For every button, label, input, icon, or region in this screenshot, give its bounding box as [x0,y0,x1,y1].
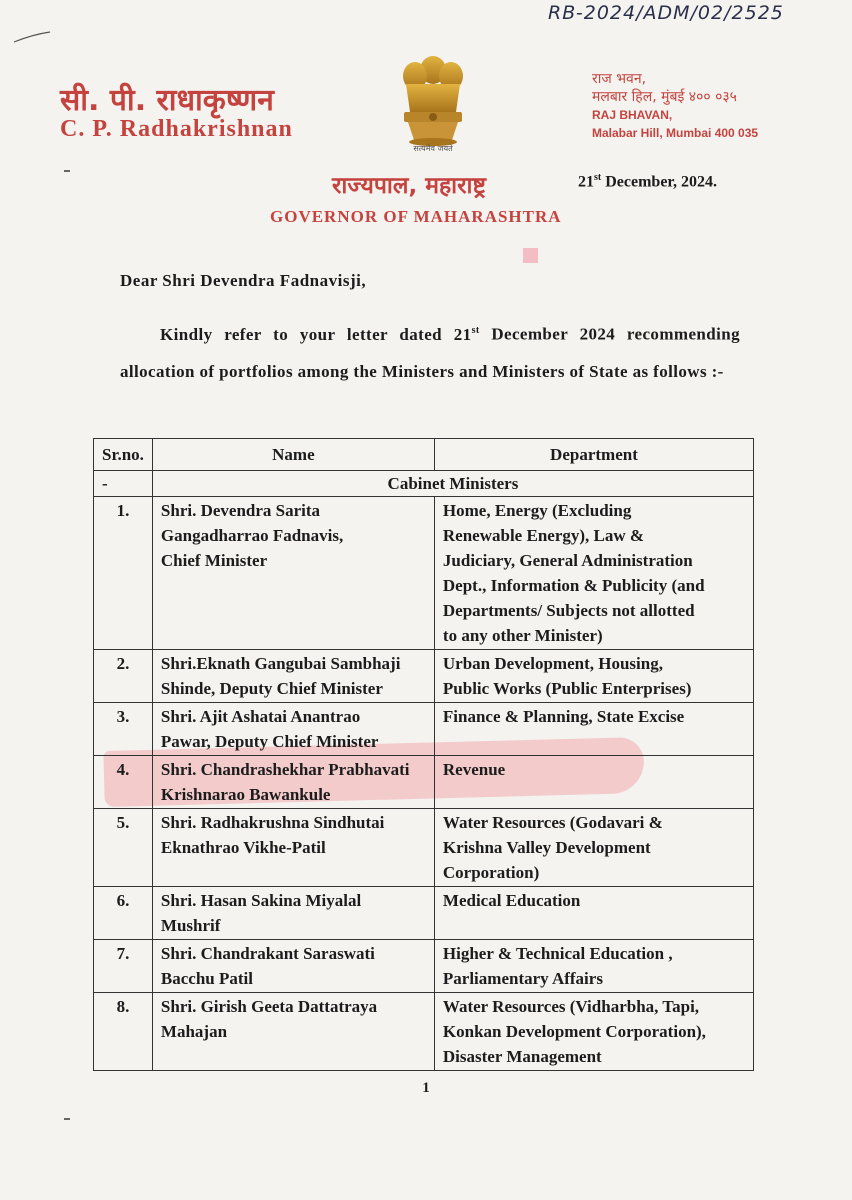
cell-name-line: Shri. Chandrashekhar Prabhavati [160,760,410,779]
section-marker: - [94,471,153,497]
cell-srno: 6. [94,887,153,940]
date-day: 21 [578,173,594,191]
designation-english: GOVERNOR OF MAHARASHTRA [270,207,562,226]
cell-name-line: Mushrif [160,916,221,935]
address-hindi-line2: मलबार हिल, मुंबई ४०० ०३५ [592,89,737,105]
cell-srno: 2. [94,650,153,703]
body-superscript: st [471,325,480,336]
body-part1: Kindly refer to your letter dated 21 [160,324,472,344]
cell-name-line: Mahajan [160,1022,228,1041]
date-rest: December, 2024. [601,173,718,191]
cell-name-line: Bacchu Patil [160,969,253,988]
governor-name-english: C. P. Radhakrishnan [60,116,293,142]
cell-name [152,993,434,1071]
header-department: Department [434,439,753,471]
cell-name-line: Shri. Chandrakant Saraswati [160,944,375,963]
cell-srno: 3. [94,703,153,756]
cell-name [152,703,434,756]
cell-department-line: Medical Education [442,891,581,910]
cell-department [434,703,753,756]
cell-department-line: Home, Energy (Excluding [442,501,632,520]
cell-srno: 1. [94,497,153,650]
table-body [94,471,754,1071]
cell-department-line: Judiciary, General Administration [442,551,693,570]
cell-name-line: Shri. Hasan Sakina Miyalal [160,891,362,910]
pink-marker [523,248,538,263]
address-hindi-line1: राज भवन, [592,71,647,87]
cell-name [152,650,434,703]
cell-department-line: Higher & Technical Education , [442,944,673,963]
cell-name-line: Shri. Devendra Sarita [160,501,321,520]
designation-hindi: राज्यपाल, महाराष्ट्र [332,173,486,199]
cell-department-line: Revenue [442,760,506,779]
cell-name [152,940,434,993]
table-row [94,887,754,940]
cell-department-line: Finance & Planning, State Excise [442,707,685,726]
letter-date [578,172,717,191]
cell-name-line: Shri.Eknath Gangubai Sambhaji [160,654,401,673]
address-english-line2: Malabar Hill, Mumbai 400 035 [592,126,759,140]
cell-name [152,497,434,650]
cell-department-line: Urban Development, Housing, [442,654,663,673]
cell-department-line: Water Resources (Vidharbha, Tapi, [442,997,700,1016]
stray-dot [64,1118,70,1120]
section-row [94,471,754,497]
cell-department [434,497,753,650]
cell-name-line: Shri. Radhakrushna Sindhutai [160,813,385,832]
header-srno: Sr.no. [94,439,153,471]
cell-name-line: Krishnarao Bawankule [160,785,331,804]
cell-department [434,940,753,993]
cell-department [434,809,753,887]
pen-stroke-mark [12,30,52,44]
table-row [94,650,754,703]
cell-department-line: Renewable Energy), Law & [442,526,645,545]
section-title: Cabinet Ministers [152,471,753,497]
cell-department-line: Departments/ Subjects not allotted [442,601,695,620]
cell-department [434,887,753,940]
salutation: Dear Shri Devendra Fadnavisji, [120,271,367,290]
cell-name-line: Gangadharrao Fadnavis, [160,526,344,545]
cell-department-line: Konkan Development Corporation), [442,1022,706,1041]
cell-name-line: Shri. Ajit Ashatai Anantrao [160,707,361,726]
stray-dot [64,170,70,172]
cell-name-line: Chief Minister [160,551,268,570]
cell-name-line: Pawar, Deputy Chief Minister [160,732,379,751]
cell-name [152,756,434,809]
table-row [94,497,754,650]
cell-srno: 8. [94,993,153,1071]
cell-name-line: Eknathrao Vikhe-Patil [160,838,326,857]
cell-srno: 4. [94,756,153,809]
table-row [94,756,754,809]
cell-department-line: Krishna Valley Development [442,838,651,857]
header-name: Name [152,439,434,471]
cell-srno: 7. [94,940,153,993]
table-header-row [94,439,754,471]
table-row [94,703,754,756]
portfolio-table [93,438,754,1071]
governor-name-hindi: सी. पी. राधाकृष्णन [60,83,274,118]
cell-name-line: Shinde, Deputy Chief Minister [160,679,383,698]
cell-department-line: Dept., Information & Publicity (and [442,576,705,595]
cell-name [152,809,434,887]
cell-department [434,756,753,809]
cell-department [434,650,753,703]
raj-bhavan-address [592,70,758,142]
cell-department [434,993,753,1071]
cell-name-line: Shri. Girish Geeta Dattatraya [160,997,378,1016]
cell-department-line: Water Resources (Godavari & [442,813,663,832]
emblem-motto: सत्यमेव जयते [413,144,453,153]
cell-srno: 5. [94,809,153,887]
cell-department-line: to any other Minister) [442,626,603,645]
table-row [94,940,754,993]
cell-name [152,887,434,940]
date-suffix: st [594,172,602,183]
address-english-line1: RAJ BHAVAN, [592,108,673,122]
page-number: 1 [422,1080,430,1096]
cell-department-line: Parliamentary Affairs [442,969,603,988]
letter-body [120,312,740,390]
body-part2: December 2024 recommending allocation of portfolios among the Ministers and Ministers of State as follows :- [120,324,740,381]
table-row [94,809,754,887]
cell-department-line: Disaster Management [442,1047,602,1066]
reference-number: RB-2024/ADM/02/2525 [548,2,784,24]
table-row [94,993,754,1071]
cell-department-line: Public Works (Public Enterprises) [442,679,692,698]
cell-department-line: Corporation) [442,863,540,882]
